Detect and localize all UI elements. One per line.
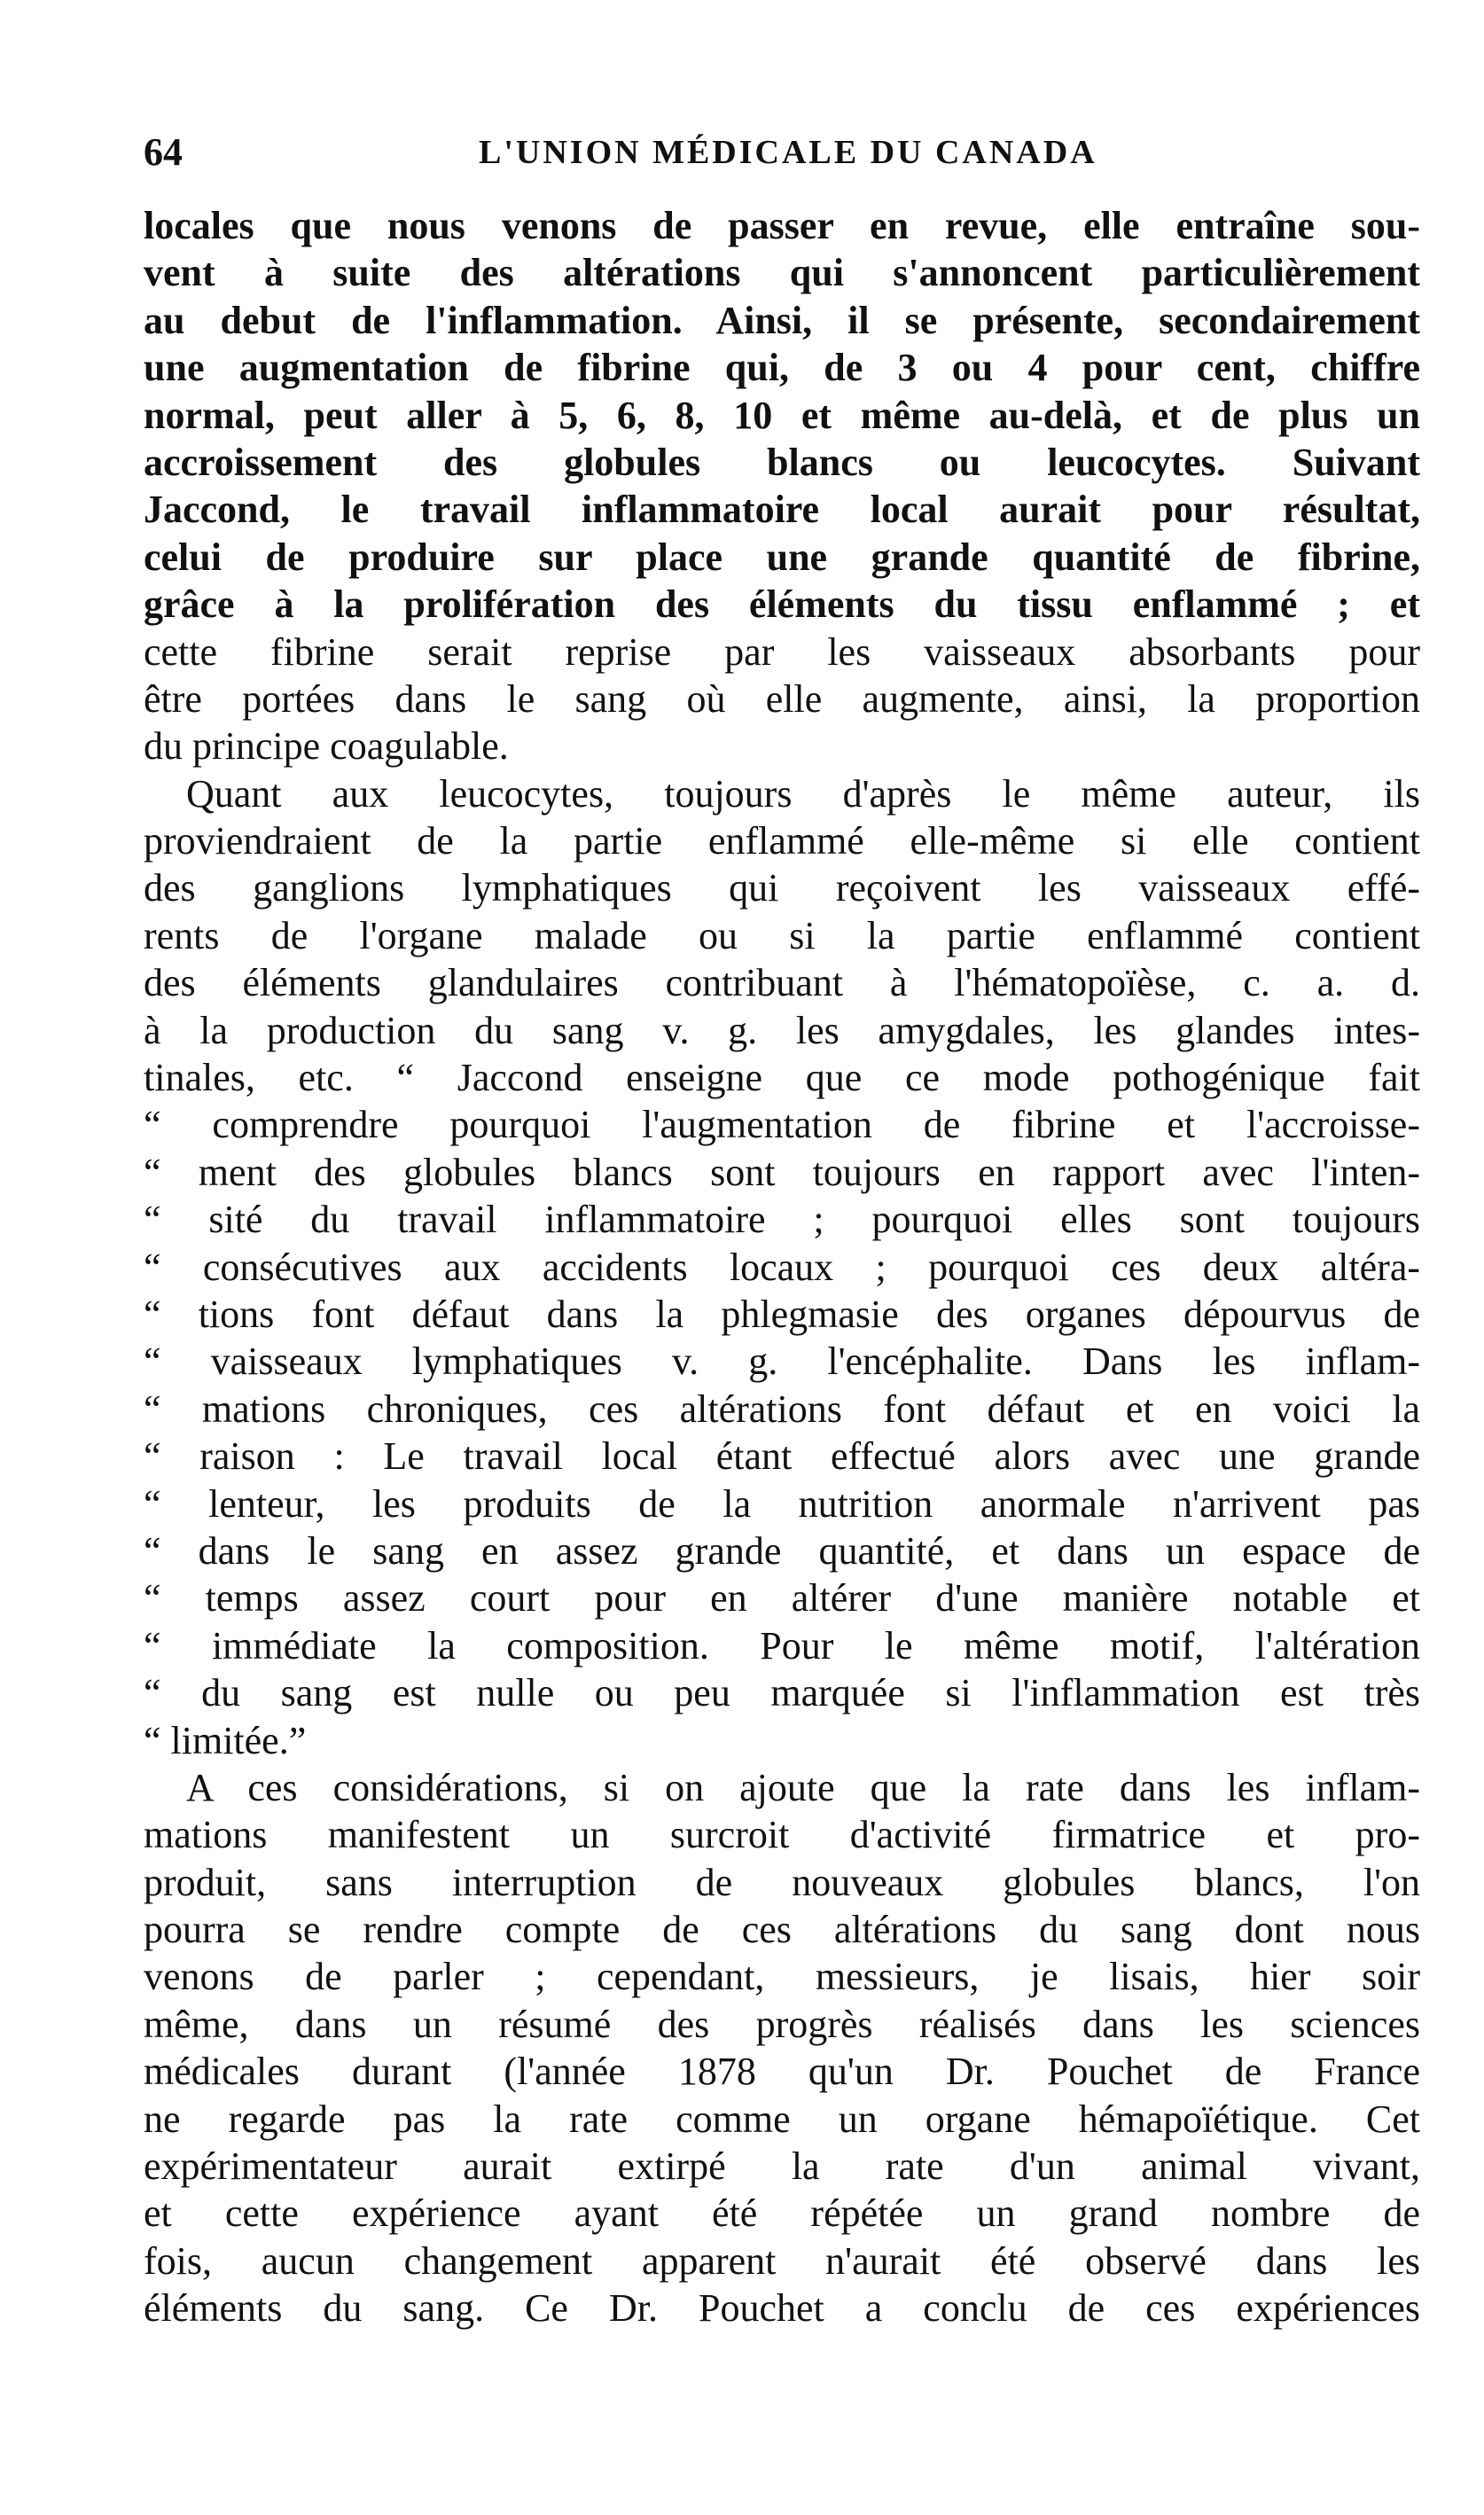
text-line: A ces considérations, si on ajoute que la rate dans les inflam- [186,1765,1420,1809]
text-line: “ du sang est nulle ou peu marquée si l'inflammation est très [144,1671,1420,1715]
text-line: expérimentateur aurait extirpé la rate d'un animal vivant, [144,2144,1420,2189]
text-line: fois, aucun changement apparent n'aurait été observé dans les [144,2238,1420,2283]
text-line: “ consécutives aux accidents locaux ; pourquoi ces deux altéra- [144,1245,1420,1289]
text-line: “ ment des globules blancs sont toujours en rapport avec l'inten- [144,1150,1420,1194]
text-line: proviendraient de la partie enflammé elle-même si elle contient [144,819,1420,863]
text-line: normal, peut aller à 5, 6, 8, 10 et même au-delà, et de plus un [144,393,1420,437]
text-line: à la production du sang v. g. les amygdales, les glandes intes- [144,1008,1420,1052]
text-line: Quant aux leucocytes, toujours d'après le même auteur, ils [186,771,1420,816]
text-line: et cette expérience ayant été répétée un grand nombre de [144,2191,1420,2236]
page-number: 64 [144,130,183,174]
text-line: “ tions font défaut dans la phlegmasie des organes dépourvus de [144,1292,1420,1336]
text-line: locales que nous venons de passer en revue, elle entraîne sou- [144,204,1420,247]
body-text [144,202,1420,2332]
text-line: cette fibrine serait reprise par les vaisseaux absorbants pour [144,629,1420,674]
text-line: venons de parler ; cependant, messieurs, je lisais, hier soir [144,1955,1420,1999]
text-line: tinales, etc. “ Jaccond enseigne que ce mode pothogénique fait [144,1056,1420,1100]
running-head [144,126,1420,179]
text-line: “ sité du travail inflammatoire ; pourquoi elles sont toujours [144,1198,1420,1242]
text-line: “ dans le sang en assez grande quantité, et dans un espace de [144,1528,1420,1573]
text-line: du principe coagulable. [144,724,509,769]
text-line: grâce à la prolifération des éléments du tissu enflammé ; et [144,582,1420,627]
text-line: produit, sans interruption de nouveaux globules blancs, l'on [144,1860,1420,1904]
text-line: accroissement des globules blancs ou leucocytes. Suivant [144,440,1420,484]
text-line: au debut de l'inflammation. Ainsi, il se présente, secondairement [144,298,1420,342]
text-line: même, dans un résumé des progrès réalisés dans les sciences [144,2002,1420,2046]
text-line: “ mations chroniques, ces altérations font défaut et en voici la [144,1386,1420,1431]
text-line: mations manifestent un surcroit d'activité firmatrice et pro- [144,1813,1420,1857]
text-line: “ temps assez court pour en altérer d'une manière notable et [144,1576,1420,1621]
text-line: “ vaisseaux lymphatiques v. g. l'encéphalite. Dans les inflam- [144,1340,1420,1384]
text-line: “ immédiate la composition. Pour le même motif, l'altération [144,1623,1420,1668]
text-line: une augmentation de fibrine qui, de 3 ou 4 pour cent, chiffre [144,346,1420,390]
text-line: “ comprendre pourquoi l'augmentation de fibrine et l'accroisse- [144,1103,1420,1147]
text-line: “ raison : Le travail local étant effectué alors avec une grande [144,1434,1420,1479]
text-line: être portées dans le sang où elle augmente, ainsi, la proportion [144,676,1420,721]
text-line: des ganglions lymphatiques qui reçoivent les vaisseaux effé- [144,866,1420,910]
text-line: celui de produire sur place une grande quantité de fibrine, [144,535,1420,579]
text-line: “ lenteur, les produits de la nutrition anormale n'arrivent pas [144,1481,1420,1526]
text-line: Jaccond, le travail inflammatoire local aurait pour résultat, [144,488,1420,532]
text-line: rents de l'organe malade ou si la partie enflammé contient [144,913,1420,957]
text-line: “ limitée.” [144,1718,307,1762]
text-line: des éléments glandulaires contribuant à l'hématopoïèse, c. a. d. [144,961,1420,1005]
text-line: médicales durant (l'année 1878 qu'un Dr. Pouchet de France [144,2050,1420,2094]
journal-title: L'UNION MÉDICALE DU CANADA [479,134,1097,171]
text-line: pourra se rendre compte de ces altérations du sang dont nous [144,1908,1420,1952]
text-line: ne regarde pas la rate comme un organe hémapoïétique. Cet [144,2097,1420,2141]
text-line: vent à suite des altérations qui s'annoncent particulièrement [144,251,1420,295]
text-line: éléments du sang. Ce Dr. Pouchet a conclu de ces expériences [144,2286,1420,2331]
